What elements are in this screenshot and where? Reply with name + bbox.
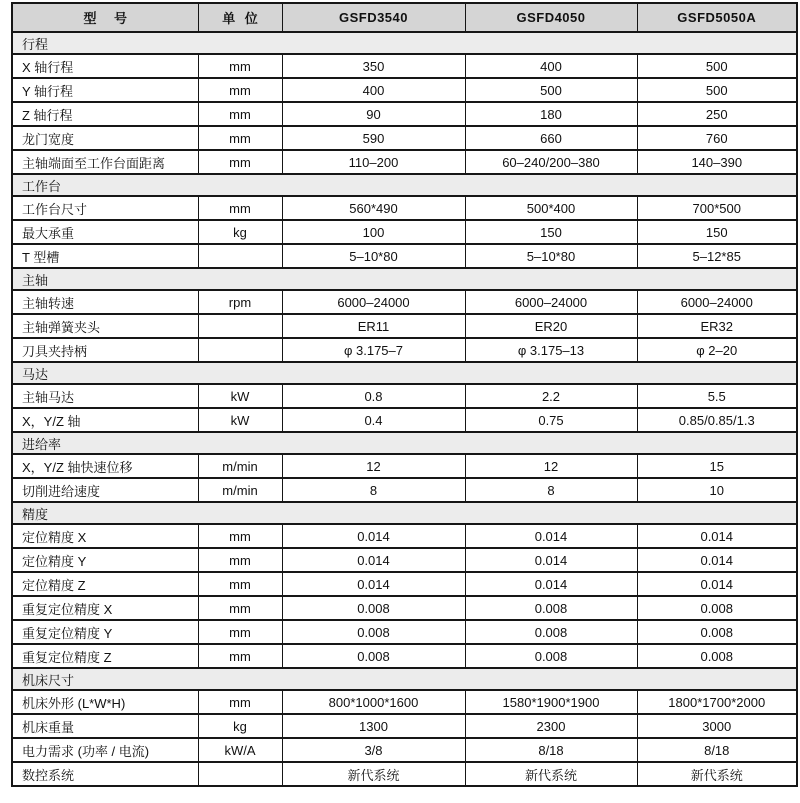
- spec-value-gsfd4050: 6000–24000: [465, 290, 637, 314]
- spec-value-gsfd5050a: 140–390: [637, 150, 797, 174]
- spec-value-gsfd5050a: 3000: [637, 714, 797, 738]
- spec-label: 刀具夹持柄: [12, 338, 198, 362]
- section-row: [12, 668, 797, 690]
- spec-value-gsfd5050a: 10: [637, 478, 797, 502]
- spec-value-gsfd5050a: 0.008: [637, 596, 797, 620]
- spec-value-gsfd4050: 0.008: [465, 596, 637, 620]
- spec-row: [12, 196, 797, 220]
- spec-value-gsfd3540: 3/8: [282, 738, 465, 762]
- spec-row: [12, 738, 797, 762]
- spec-value-gsfd4050: 0.014: [465, 572, 637, 596]
- spec-label: 机床重量: [12, 714, 198, 738]
- spec-row: [12, 220, 797, 244]
- model-name-gsfd3540: GSFD3540: [282, 3, 465, 32]
- spec-label: 主轴弹簧夹头: [12, 314, 198, 338]
- spec-row: [12, 338, 797, 362]
- spec-value-gsfd5050a: 760: [637, 126, 797, 150]
- spec-unit: [198, 762, 282, 786]
- spec-value-gsfd5050a: 500: [637, 78, 797, 102]
- spec-value-gsfd5050a: 250: [637, 102, 797, 126]
- spec-row: [12, 408, 797, 432]
- spec-value-gsfd4050: 180: [465, 102, 637, 126]
- spec-value-gsfd4050: 660: [465, 126, 637, 150]
- spec-label: 电力需求 (功率 / 电流): [12, 738, 198, 762]
- spec-unit: mm: [198, 644, 282, 668]
- spec-value-gsfd3540: 560*490: [282, 196, 465, 220]
- spec-value-gsfd5050a: 0.008: [637, 644, 797, 668]
- spec-value-gsfd3540: 0.8: [282, 384, 465, 408]
- spec-value-gsfd3540: 0.014: [282, 524, 465, 548]
- spec-row: [12, 690, 797, 714]
- section-title: 主轴: [12, 268, 797, 290]
- spec-value-gsfd3540: ER11: [282, 314, 465, 338]
- spec-value-gsfd4050: 0.75: [465, 408, 637, 432]
- spec-value-gsfd4050: 0.014: [465, 524, 637, 548]
- spec-label: 定位精度 Z: [12, 572, 198, 596]
- spec-value-gsfd3540: 350: [282, 54, 465, 78]
- model-name-gsfd4050: GSFD4050: [465, 3, 637, 32]
- spec-row: [12, 524, 797, 548]
- spec-unit: mm: [198, 548, 282, 572]
- spec-value-gsfd3540: φ 3.175–7: [282, 338, 465, 362]
- spec-label: 主轴端面至工作台面距离: [12, 150, 198, 174]
- spec-value-gsfd3540: 90: [282, 102, 465, 126]
- spec-value-gsfd3540: 1300: [282, 714, 465, 738]
- spec-value-gsfd3540: 800*1000*1600: [282, 690, 465, 714]
- spec-row: [12, 150, 797, 174]
- spec-unit: [198, 338, 282, 362]
- spec-row: [12, 596, 797, 620]
- spec-row: [12, 454, 797, 478]
- spec-table-body: [12, 32, 797, 786]
- spec-unit: kW/A: [198, 738, 282, 762]
- spec-unit: kg: [198, 220, 282, 244]
- spec-label: 重复定位精度 X: [12, 596, 198, 620]
- model-name-gsfd5050a: GSFD5050A: [637, 3, 797, 32]
- spec-value-gsfd3540: 8: [282, 478, 465, 502]
- spec-label: T 型槽: [12, 244, 198, 268]
- spec-value-gsfd5050a: φ 2–20: [637, 338, 797, 362]
- spec-unit: [198, 314, 282, 338]
- spec-value-gsfd4050: 150: [465, 220, 637, 244]
- spec-unit: mm: [198, 524, 282, 548]
- section-row: [12, 362, 797, 384]
- spec-value-gsfd4050: 1580*1900*1900: [465, 690, 637, 714]
- spec-row: [12, 126, 797, 150]
- spec-row: [12, 478, 797, 502]
- spec-unit: mm: [198, 596, 282, 620]
- spec-row: [12, 384, 797, 408]
- spec-row: [12, 78, 797, 102]
- spec-value-gsfd4050: 2300: [465, 714, 637, 738]
- section-title: 精度: [12, 502, 797, 524]
- spec-row: [12, 314, 797, 338]
- spec-row: [12, 714, 797, 738]
- spec-label: X，Y/Z 轴快速位移: [12, 454, 198, 478]
- spec-unit: mm: [198, 126, 282, 150]
- spec-value-gsfd5050a: 1800*1700*2000: [637, 690, 797, 714]
- table-header-row: [12, 3, 797, 32]
- spec-value-gsfd3540: 新代系统: [282, 762, 465, 786]
- spec-unit: mm: [198, 78, 282, 102]
- spec-value-gsfd4050: 500: [465, 78, 637, 102]
- spec-value-gsfd3540: 110–200: [282, 150, 465, 174]
- spec-value-gsfd3540: 6000–24000: [282, 290, 465, 314]
- spec-unit: kW: [198, 408, 282, 432]
- spec-label: 定位精度 X: [12, 524, 198, 548]
- spec-value-gsfd5050a: 0.008: [637, 620, 797, 644]
- spec-value-gsfd5050a: 新代系统: [637, 762, 797, 786]
- spec-label: X 轴行程: [12, 54, 198, 78]
- spec-unit: m/min: [198, 478, 282, 502]
- spec-value-gsfd4050: 12: [465, 454, 637, 478]
- spec-label: 切削进给速度: [12, 478, 198, 502]
- spec-unit: mm: [198, 620, 282, 644]
- spec-unit: mm: [198, 54, 282, 78]
- spec-label: 机床外形 (L*W*H): [12, 690, 198, 714]
- spec-value-gsfd3540: 0.014: [282, 548, 465, 572]
- spec-value-gsfd5050a: 0.014: [637, 548, 797, 572]
- spec-label: Y 轴行程: [12, 78, 198, 102]
- spec-value-gsfd5050a: 500: [637, 54, 797, 78]
- spec-value-gsfd3540: 0.008: [282, 596, 465, 620]
- spec-label: Z 轴行程: [12, 102, 198, 126]
- spec-label: X，Y/Z 轴: [12, 408, 198, 432]
- spec-value-gsfd3540: 400: [282, 78, 465, 102]
- unit-column-header: 单 位: [198, 3, 282, 32]
- spec-row: [12, 290, 797, 314]
- section-title: 工作台: [12, 174, 797, 196]
- spec-unit: mm: [198, 572, 282, 596]
- spec-value-gsfd5050a: 700*500: [637, 196, 797, 220]
- spec-value-gsfd3540: 0.008: [282, 620, 465, 644]
- section-row: [12, 32, 797, 54]
- spec-label: 定位精度 Y: [12, 548, 198, 572]
- section-title: 行程: [12, 32, 797, 54]
- spec-value-gsfd4050: 8: [465, 478, 637, 502]
- spec-value-gsfd5050a: 0.85/0.85/1.3: [637, 408, 797, 432]
- spec-row: [12, 244, 797, 268]
- spec-value-gsfd5050a: 0.014: [637, 572, 797, 596]
- spec-value-gsfd4050: 8/18: [465, 738, 637, 762]
- spec-value-gsfd5050a: 150: [637, 220, 797, 244]
- section-row: [12, 268, 797, 290]
- spec-value-gsfd5050a: 5.5: [637, 384, 797, 408]
- spec-unit: [198, 244, 282, 268]
- spec-value-gsfd4050: 新代系统: [465, 762, 637, 786]
- spec-value-gsfd5050a: 6000–24000: [637, 290, 797, 314]
- spec-unit: mm: [198, 150, 282, 174]
- section-row: [12, 174, 797, 196]
- spec-row: [12, 548, 797, 572]
- spec-label: 龙门宽度: [12, 126, 198, 150]
- spec-value-gsfd4050: φ 3.175–13: [465, 338, 637, 362]
- spec-value-gsfd4050: 0.014: [465, 548, 637, 572]
- spec-label: 数控系统: [12, 762, 198, 786]
- spec-unit: kg: [198, 714, 282, 738]
- spec-value-gsfd4050: 0.008: [465, 644, 637, 668]
- section-title: 进给率: [12, 432, 797, 454]
- spec-value-gsfd5050a: 8/18: [637, 738, 797, 762]
- spec-label: 重复定位精度 Z: [12, 644, 198, 668]
- spec-value-gsfd3540: 0.014: [282, 572, 465, 596]
- spec-label: 工作台尺寸: [12, 196, 198, 220]
- model-column-header: 型 号: [12, 3, 198, 32]
- spec-value-gsfd4050: 2.2: [465, 384, 637, 408]
- spec-unit: mm: [198, 102, 282, 126]
- spec-value-gsfd3540: 0.4: [282, 408, 465, 432]
- spec-value-gsfd5050a: 15: [637, 454, 797, 478]
- section-title: 马达: [12, 362, 797, 384]
- spec-unit: mm: [198, 690, 282, 714]
- spec-value-gsfd3540: 0.008: [282, 644, 465, 668]
- spec-value-gsfd5050a: ER32: [637, 314, 797, 338]
- spec-value-gsfd5050a: 5–12*85: [637, 244, 797, 268]
- spec-value-gsfd4050: 5–10*80: [465, 244, 637, 268]
- section-row: [12, 432, 797, 454]
- spec-row: [12, 54, 797, 78]
- spec-value-gsfd3540: 590: [282, 126, 465, 150]
- spec-unit: m/min: [198, 454, 282, 478]
- spec-value-gsfd4050: 400: [465, 54, 637, 78]
- spec-value-gsfd4050: 0.008: [465, 620, 637, 644]
- spec-value-gsfd3540: 100: [282, 220, 465, 244]
- spec-value-gsfd4050: ER20: [465, 314, 637, 338]
- machine-spec-table: [11, 2, 798, 787]
- spec-row: [12, 572, 797, 596]
- spec-label: 主轴马达: [12, 384, 198, 408]
- section-title: 机床尺寸: [12, 668, 797, 690]
- spec-row: [12, 620, 797, 644]
- spec-value-gsfd3540: 5–10*80: [282, 244, 465, 268]
- spec-unit: kW: [198, 384, 282, 408]
- spec-value-gsfd3540: 12: [282, 454, 465, 478]
- spec-label: 最大承重: [12, 220, 198, 244]
- section-row: [12, 502, 797, 524]
- spec-unit: rpm: [198, 290, 282, 314]
- spec-label: 主轴转速: [12, 290, 198, 314]
- spec-value-gsfd4050: 500*400: [465, 196, 637, 220]
- spec-row: [12, 762, 797, 786]
- spec-row: [12, 102, 797, 126]
- spec-row: [12, 644, 797, 668]
- spec-value-gsfd5050a: 0.014: [637, 524, 797, 548]
- spec-unit: mm: [198, 196, 282, 220]
- spec-value-gsfd4050: 60–240/200–380: [465, 150, 637, 174]
- spec-label: 重复定位精度 Y: [12, 620, 198, 644]
